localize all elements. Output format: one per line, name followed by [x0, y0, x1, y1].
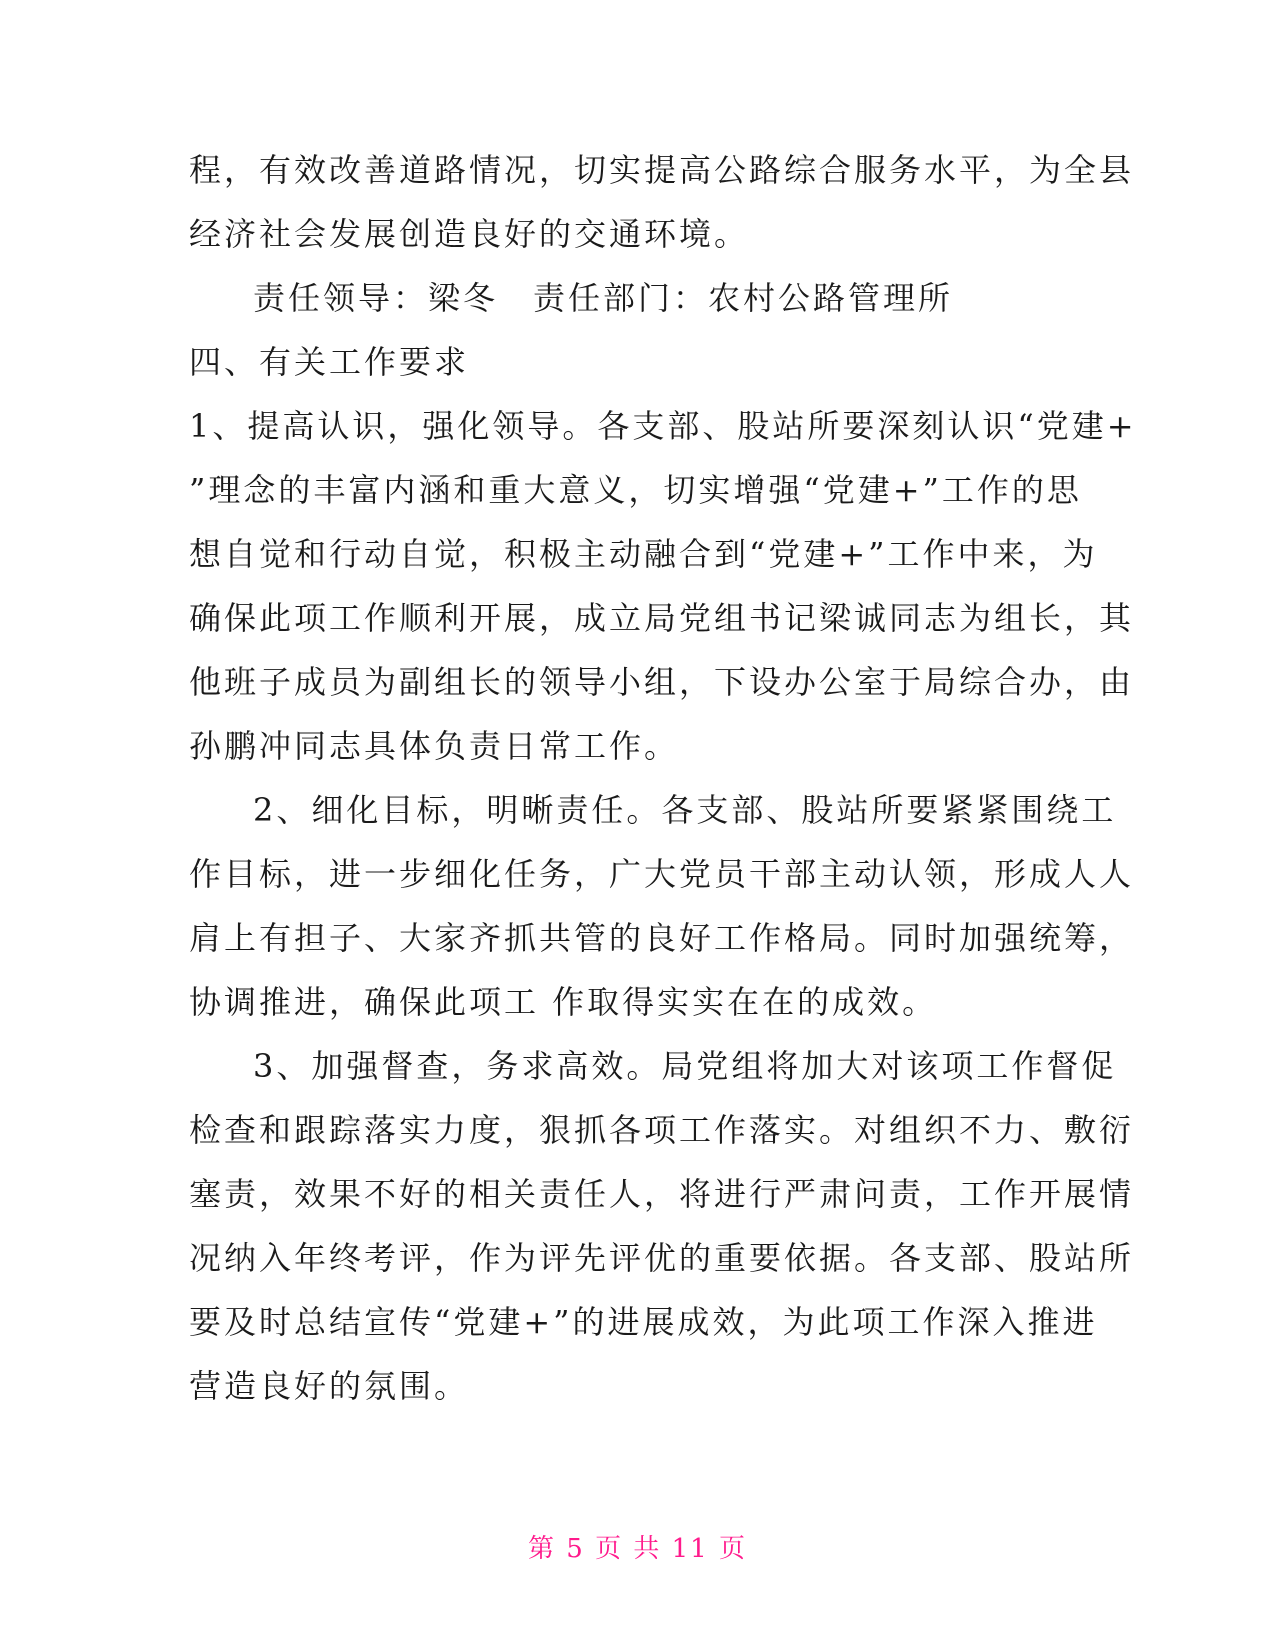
section-heading: 四、有关工作要求 — [189, 343, 470, 381]
text-line: 肩上有担子、大家齐抓共管的良好工作格局。同时加强统筹， — [189, 919, 1135, 957]
document-body — [189, 138, 1137, 1418]
text-line: 孙鹏冲同志具体负责日常工作。 — [189, 727, 680, 765]
text-line: 2、细化目标，明晰责任。各支部、股站所要紧紧围绕工 — [253, 791, 1117, 829]
text-line: 确保此项工作顺利开展，成立局党组书记梁诚同志为组长，其 — [189, 599, 1135, 637]
text-line: 1、提高认识，强化领导。各支部、股站所要深刻认识“党建+ — [189, 407, 1137, 445]
responsibility-line: 责任领导：梁冬 责任部门：农村公路管理所 — [253, 279, 954, 317]
text-line: 他班子成员为副组长的领导小组，下设办公室于局综合办，由 — [189, 663, 1135, 701]
text-line: 经济社会发展创造良好的交通环境。 — [189, 215, 750, 253]
text-line: 协调推进，确保此项工 作取得实实在在的成效。 — [189, 983, 938, 1021]
text-line: 程，有效改善道路情况，切实提高公路综合服务水平，为全县 — [189, 151, 1135, 189]
text-line: 塞责，效果不好的相关责任人，将进行严肃问责，工作开展情 — [189, 1175, 1135, 1213]
text-line: 作目标，进一步细化任务，广大党员干部主动认领，形成人人 — [189, 855, 1135, 893]
text-line: 要及时总结宣传“党建+”的进展成效，为此项工作深入推进 — [189, 1303, 1098, 1341]
text-line: 检查和跟踪落实力度，狠抓各项工作落实。对组织不力、敷衍 — [189, 1111, 1135, 1149]
text-line: 想自觉和行动自觉，积极主动融合到“党建+”工作中来，为 — [189, 535, 1098, 573]
page-footer — [0, 1528, 1275, 1565]
page-number: 第 5 页 共 11 页 — [528, 1534, 747, 1564]
text-line: 营造良好的氛围。 — [189, 1367, 470, 1405]
text-line: 况纳入年终考评，作为评先评优的重要依据。各支部、股站所 — [189, 1239, 1135, 1277]
text-line: ”理念的丰富内涵和重大意义，切实增强“党建+”工作的思 — [189, 471, 1082, 509]
text-line: 3、加强督查，务求高效。局党组将加大对该项工作督促 — [253, 1047, 1117, 1085]
